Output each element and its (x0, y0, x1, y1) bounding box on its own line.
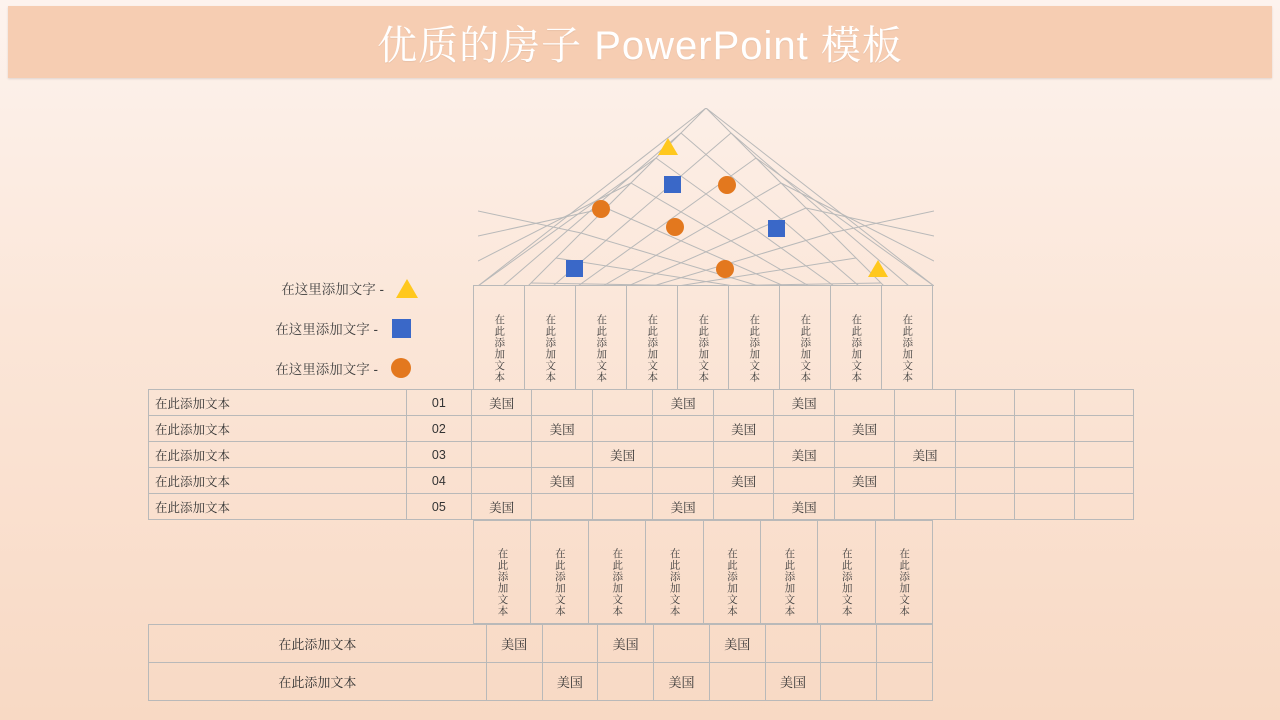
matrix-cell (774, 468, 834, 494)
matrix-cell (1074, 390, 1134, 416)
row-label: 在此添加文本 (149, 468, 407, 494)
matrix-cell: 美国 (653, 390, 713, 416)
matrix-cell (653, 416, 713, 442)
column-header: 在此添加文本 (882, 285, 933, 390)
matrix-cell (877, 625, 933, 663)
matrix-cell (592, 494, 652, 520)
matrix-table (148, 389, 1134, 520)
matrix-cell (895, 494, 955, 520)
legend-item-label: 在这里添加文字 - (281, 282, 384, 297)
matrix-cell: 美国 (592, 442, 652, 468)
matrix-cell (471, 416, 531, 442)
column-header: 在此添加文本 (761, 520, 818, 624)
matrix-cell (955, 468, 1014, 494)
matrix-cell (955, 416, 1014, 442)
marker-circle-icon (592, 200, 610, 218)
matrix-cell (592, 390, 652, 416)
matrix-cell (532, 390, 592, 416)
row-number: 02 (406, 416, 471, 442)
legend-item-label: 在这里添加文字 - (275, 322, 378, 337)
matrix-cell (1074, 416, 1134, 442)
matrix-cell (1015, 494, 1074, 520)
matrix-cell: 美国 (653, 494, 713, 520)
matrix-cell (1074, 468, 1134, 494)
marker-square-icon (566, 260, 583, 277)
matrix-cell (471, 442, 531, 468)
marker-circle-icon (718, 176, 736, 194)
roof-grid (478, 108, 934, 286)
marker-triangle-icon (868, 260, 888, 277)
matrix-cell (774, 416, 834, 442)
matrix-cell (955, 494, 1014, 520)
column-header: 在此添加文本 (531, 520, 588, 624)
matrix-cell (834, 390, 894, 416)
matrix-cell (821, 663, 877, 701)
matrix-cell (895, 468, 955, 494)
matrix-cell: 美国 (532, 468, 592, 494)
matrix-cell (1074, 494, 1134, 520)
matrix-cell (592, 416, 652, 442)
matrix-cell (834, 442, 894, 468)
table-row (149, 468, 1134, 494)
matrix-cell (542, 625, 598, 663)
column-header: 在此添加文本 (525, 285, 576, 390)
table-row (149, 494, 1134, 520)
matrix-cell (653, 442, 713, 468)
matrix-cell (1015, 390, 1074, 416)
circle-icon (378, 358, 424, 378)
row-label: 在此添加文本 (149, 663, 487, 701)
marker-triangle-icon (658, 138, 678, 155)
column-header: 在此添加文本 (704, 520, 761, 624)
bottom-table (148, 624, 933, 701)
matrix-cell (713, 442, 773, 468)
legend (228, 268, 468, 388)
matrix-cell: 美国 (654, 663, 710, 701)
matrix-cell: 美国 (471, 494, 531, 520)
matrix-cell: 美国 (834, 468, 894, 494)
legend-item (228, 268, 468, 308)
legend-item-label: 在这里添加文字 - (275, 362, 378, 377)
column-header: 在此添加文本 (876, 520, 933, 624)
triangle-icon (384, 279, 430, 298)
marker-square-icon (768, 220, 785, 237)
roof-diagram (478, 108, 934, 286)
matrix-cell: 美国 (774, 442, 834, 468)
matrix-cell (895, 416, 955, 442)
matrix-cell (955, 442, 1014, 468)
column-header: 在此添加文本 (818, 520, 875, 624)
square-icon (378, 319, 424, 338)
matrix-cell: 美国 (713, 468, 773, 494)
matrix-cell: 美国 (765, 663, 821, 701)
row-label: 在此添加文本 (149, 442, 407, 468)
matrix-cell (471, 468, 531, 494)
matrix-cell (653, 468, 713, 494)
page-title: 优质的房子 PowerPoint 模板 (377, 23, 903, 68)
row-number: 04 (406, 468, 471, 494)
column-header: 在此添加文本 (678, 285, 729, 390)
row-number: 05 (406, 494, 471, 520)
table-row (149, 416, 1134, 442)
row-label: 在此添加文本 (149, 625, 487, 663)
matrix-cell (1015, 416, 1074, 442)
row-number: 03 (406, 442, 471, 468)
matrix-cell (592, 468, 652, 494)
table-row (149, 625, 933, 663)
row-label: 在此添加文本 (149, 390, 407, 416)
column-headers-top (473, 285, 933, 390)
column-headers-bottom (473, 520, 933, 624)
matrix-cell (1015, 468, 1074, 494)
column-header: 在此添加文本 (473, 520, 531, 624)
matrix-cell: 美国 (709, 625, 765, 663)
column-header: 在此添加文本 (729, 285, 780, 390)
table-row (149, 390, 1134, 416)
matrix-cell (532, 442, 592, 468)
column-header: 在此添加文本 (831, 285, 882, 390)
matrix-cell (955, 390, 1014, 416)
row-number: 01 (406, 390, 471, 416)
matrix-cell (713, 494, 773, 520)
matrix-cell (654, 625, 710, 663)
matrix-cell (709, 663, 765, 701)
marker-circle-icon (666, 218, 684, 236)
legend-item (228, 348, 468, 388)
matrix-cell: 美国 (774, 494, 834, 520)
matrix-cell: 美国 (713, 416, 773, 442)
matrix-cell: 美国 (834, 416, 894, 442)
column-header: 在此添加文本 (473, 285, 525, 390)
column-header: 在此添加文本 (576, 285, 627, 390)
matrix-cell: 美国 (471, 390, 531, 416)
column-header: 在此添加文本 (627, 285, 678, 390)
matrix-cell: 美国 (895, 442, 955, 468)
matrix-cell (821, 625, 877, 663)
column-header: 在此添加文本 (780, 285, 831, 390)
title-banner (8, 6, 1272, 78)
matrix-cell: 美国 (598, 625, 654, 663)
table-row (149, 442, 1134, 468)
legend-item (228, 308, 468, 348)
matrix-cell: 美国 (774, 390, 834, 416)
matrix-cell (598, 663, 654, 701)
marker-circle-icon (716, 260, 734, 278)
matrix-cell (834, 494, 894, 520)
matrix-cell (765, 625, 821, 663)
matrix-cell (486, 663, 542, 701)
matrix-cell (877, 663, 933, 701)
matrix-cell: 美国 (542, 663, 598, 701)
marker-square-icon (664, 176, 681, 193)
row-label: 在此添加文本 (149, 416, 407, 442)
matrix-cell: 美国 (532, 416, 592, 442)
row-label: 在此添加文本 (149, 494, 407, 520)
column-header: 在此添加文本 (589, 520, 646, 624)
matrix-cell: 美国 (486, 625, 542, 663)
matrix-cell (1074, 442, 1134, 468)
matrix-cell (713, 390, 773, 416)
matrix-cell (1015, 442, 1074, 468)
table-row (149, 663, 933, 701)
matrix-cell (532, 494, 592, 520)
matrix-cell (895, 390, 955, 416)
column-header: 在此添加文本 (646, 520, 703, 624)
